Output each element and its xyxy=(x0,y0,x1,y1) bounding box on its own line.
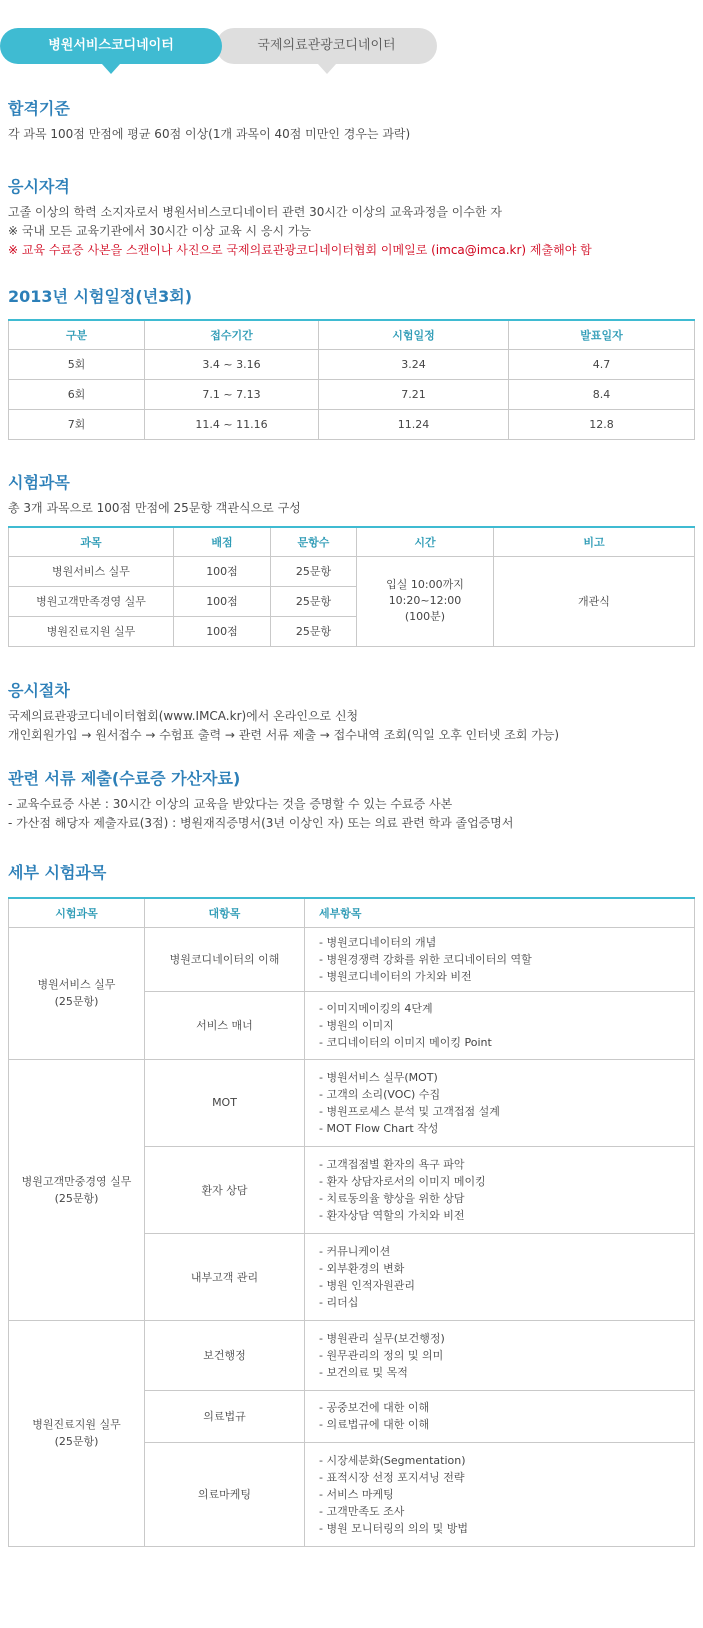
table-row xyxy=(9,927,695,991)
section-title: 세부 시험과목 xyxy=(8,863,107,882)
column-header: 시험일정 xyxy=(319,320,509,349)
exam-duration: (100분) xyxy=(404,610,446,623)
procedure-text: 국제의료관광코디네이터협회(www.IMCA.kr)에서 온라인으로 신청 xyxy=(8,709,359,723)
items-cell xyxy=(305,927,695,991)
list-item: - 병원프로세스 분석 및 고객접점 설계 xyxy=(319,1104,500,1118)
documents-text: - 교육수료증 사본 : 30시간 이상의 교육을 받았다는 것을 증명할 수 있는 수료증 사본 xyxy=(8,797,453,811)
coordinator-tabs xyxy=(0,28,703,88)
table-cell: 6회 xyxy=(9,379,145,409)
procedure-section xyxy=(8,678,695,745)
list-item: - 공중보건에 대한 이해 xyxy=(319,1401,430,1414)
table-row xyxy=(9,349,695,379)
column-header: 구분 xyxy=(9,320,145,349)
list-item: - 시장세분화(Segmentation) xyxy=(319,1453,466,1467)
qualification-section xyxy=(8,174,695,260)
table-cell: 100점 xyxy=(174,556,271,586)
section-title: 응시절차 xyxy=(8,681,70,700)
list-item: - 보건의료 및 목적 xyxy=(319,1365,408,1379)
subject-cell xyxy=(9,1320,145,1546)
list-item: - 서비스 마케팅 xyxy=(319,1487,394,1501)
table-header-row xyxy=(9,527,695,556)
column-header: 시험과목 xyxy=(9,898,145,927)
subject-name: 병원진료지원 실무 xyxy=(32,1418,121,1431)
schedule-table xyxy=(8,319,695,440)
column-header: 문항수 xyxy=(271,527,357,556)
list-item: - 고객의 소리(VOC) 수집 xyxy=(319,1087,441,1101)
list-item: - 의료법규에 대한 이해 xyxy=(319,1418,430,1431)
section-title: 합격기준 xyxy=(8,99,70,118)
table-cell: 11.4 ~ 11.16 xyxy=(145,409,319,439)
subject-name: 병원서비스 실무 xyxy=(37,978,116,991)
qualification-note: ※ 국내 모든 교육기관에서 30시간 이상 교육 시 응시 가능 xyxy=(8,224,312,238)
section-title: 관련 서류 제출(수료증 가산자료) xyxy=(8,769,241,788)
subject-count: (25문항) xyxy=(54,995,99,1008)
list-item: - 병원코디네이터의 가치와 비전 xyxy=(319,969,472,983)
subjects-table xyxy=(8,526,695,647)
list-item: - 병원서비스 실무(MOT) xyxy=(319,1070,438,1084)
column-header: 세부항목 xyxy=(305,898,695,927)
column-header: 배점 xyxy=(174,527,271,556)
schedule-section xyxy=(8,284,695,440)
items-cell xyxy=(305,1146,695,1233)
list-item: - 코디네이터의 이미지 메이킹 Point xyxy=(319,1035,492,1049)
list-item: - 원무관리의 정의 및 의미 xyxy=(319,1348,444,1362)
list-item: - 커뮤니케이션 xyxy=(319,1244,391,1258)
table-cell: 25문항 xyxy=(271,616,357,646)
table-cell: 4.7 xyxy=(509,349,695,379)
table-cell: 병원고객만족경영 실무 xyxy=(9,586,174,616)
documents-text: - 가산점 해당자 제출자료(3점) : 병원재직증명서(3년 이상인 자) 또는 의료 관련 학과 졸업증명서 xyxy=(8,816,514,830)
table-cell: 7회 xyxy=(9,409,145,439)
category-cell: 의료마케팅 xyxy=(145,1442,305,1546)
items-cell xyxy=(305,991,695,1059)
category-cell: 보건행정 xyxy=(145,1320,305,1390)
column-header: 접수기간 xyxy=(145,320,319,349)
subject-cell xyxy=(9,927,145,1059)
tab-pointer xyxy=(102,64,120,74)
table-cell: 12.8 xyxy=(509,409,695,439)
table-cell: 3.4 ~ 3.16 xyxy=(145,349,319,379)
items-cell xyxy=(305,1442,695,1546)
list-item: - 표적시장 선정 포지셔닝 전략 xyxy=(319,1470,465,1484)
list-item: - 리더십 xyxy=(319,1295,359,1309)
category-cell: MOT xyxy=(145,1059,305,1146)
list-item: - 병원관리 실무(보건행정) xyxy=(319,1331,445,1345)
table-cell: 25문항 xyxy=(271,586,357,616)
table-cell: 25문항 xyxy=(271,556,357,586)
list-item: - 병원경쟁력 강화를 위한 코디네이터의 역할 xyxy=(319,952,532,966)
detail-subjects-section xyxy=(8,860,695,1547)
tab-international-medical-tourism-coordinator[interactable] xyxy=(216,28,437,64)
table-cell: 5회 xyxy=(9,349,145,379)
pass-criteria-section xyxy=(8,96,695,144)
table-row xyxy=(9,556,695,586)
table-row xyxy=(9,1320,695,1390)
pass-criteria-text: 각 과목 100점 만점에 평균 60점 이상(1개 과목이 40점 미만인 경우는 과락) xyxy=(8,127,411,141)
tab-hospital-service-coordinator[interactable] xyxy=(0,28,222,64)
list-item: - MOT Flow Chart 작성 xyxy=(319,1121,439,1135)
subjects-text: 총 3개 과목으로 100점 만점에 25문항 객관식으로 구성 xyxy=(8,501,301,515)
category-cell: 의료법규 xyxy=(145,1390,305,1442)
table-row xyxy=(9,1059,695,1146)
detail-subjects-table xyxy=(8,897,695,1547)
items-cell xyxy=(305,1233,695,1320)
table-cell: 7.21 xyxy=(319,379,509,409)
list-item: - 외부환경의 변화 xyxy=(319,1261,405,1275)
table-cell: 7.1 ~ 7.13 xyxy=(145,379,319,409)
table-row xyxy=(9,409,695,439)
table-cell: 100점 xyxy=(174,616,271,646)
items-cell xyxy=(305,1059,695,1146)
table-header-row xyxy=(9,898,695,927)
category-cell: 환자 상담 xyxy=(145,1146,305,1233)
subject-count: (25문항) xyxy=(54,1435,99,1448)
subject-count: (25문항) xyxy=(54,1191,99,1205)
column-header: 발표일자 xyxy=(509,320,695,349)
table-header-row xyxy=(9,320,695,349)
column-header: 과목 xyxy=(9,527,174,556)
exam-time-entry: 입실 10:00까지 xyxy=(386,578,464,591)
list-item: - 환자상담 역할의 가치와 비전 xyxy=(319,1208,465,1222)
column-header: 시간 xyxy=(357,527,494,556)
tab-pointer xyxy=(318,64,336,74)
column-header: 비고 xyxy=(494,527,695,556)
list-item: - 병원 인적자원관리 xyxy=(319,1278,415,1292)
tab-label: 병원서비스코디네이터 xyxy=(48,38,174,53)
tab-label: 국제의료관광코디네이터 xyxy=(257,38,396,53)
table-cell: 3.24 xyxy=(319,349,509,379)
column-header: 대항목 xyxy=(145,898,305,927)
table-cell: 11.24 xyxy=(319,409,509,439)
documents-section xyxy=(8,766,695,833)
subject-name: 병원고객만중경영 실무 xyxy=(21,1174,132,1188)
list-item: - 이미지메이킹의 4단계 xyxy=(319,1001,433,1015)
items-cell xyxy=(305,1390,695,1442)
list-item: - 치료동의율 향상을 위한 상담 xyxy=(319,1191,465,1205)
note-cell: 개관식 xyxy=(494,556,695,646)
table-cell: 병원진료지원 실무 xyxy=(9,616,174,646)
list-item: - 고객접점별 환자의 욕구 파악 xyxy=(319,1157,465,1171)
list-item: - 병원 모니터링의 의의 및 방법 xyxy=(319,1521,468,1535)
qualification-text: 고졸 이상의 학력 소지자로서 병원서비스코디네이터 관련 30시간 이상의 교육과정을 이수한 자 xyxy=(8,205,502,219)
category-cell: 서비스 매너 xyxy=(145,991,305,1059)
section-title: 응시자격 xyxy=(8,177,70,196)
list-item: - 고객만족도 조사 xyxy=(319,1504,405,1518)
exam-time-cell xyxy=(357,556,494,646)
procedure-steps: 개인회원가입 → 원서접수 → 수험표 출력 → 관련 서류 제출 → 접수내역 조회(익일 오후 인터넷 조회 가능) xyxy=(8,728,560,742)
section-title: 2013년 시험일정(년3회) xyxy=(8,287,193,306)
table-cell: 8.4 xyxy=(509,379,695,409)
list-item: - 병원코디네이터의 개념 xyxy=(319,935,437,949)
subject-cell xyxy=(9,1059,145,1320)
table-cell: 100점 xyxy=(174,586,271,616)
list-item: - 병원의 이미지 xyxy=(319,1018,394,1032)
exam-time-range: 10:20~12:00 xyxy=(388,594,462,607)
category-cell: 내부고객 관리 xyxy=(145,1233,305,1320)
section-title: 시험과목 xyxy=(8,473,70,492)
qualification-warning: ※ 교육 수료증 사본을 스캔이나 사진으로 국제의료관광코디네이터협회 이메일로 (imca@imca.kr) 제출해야 함 xyxy=(8,243,592,257)
table-cell: 병원서비스 실무 xyxy=(9,556,174,586)
subjects-section xyxy=(8,470,695,647)
items-cell xyxy=(305,1320,695,1390)
list-item: - 환자 상담자로서의 이미지 메이킹 xyxy=(319,1174,486,1188)
category-cell: 병원코디네이터의 이해 xyxy=(145,927,305,991)
table-row xyxy=(9,379,695,409)
